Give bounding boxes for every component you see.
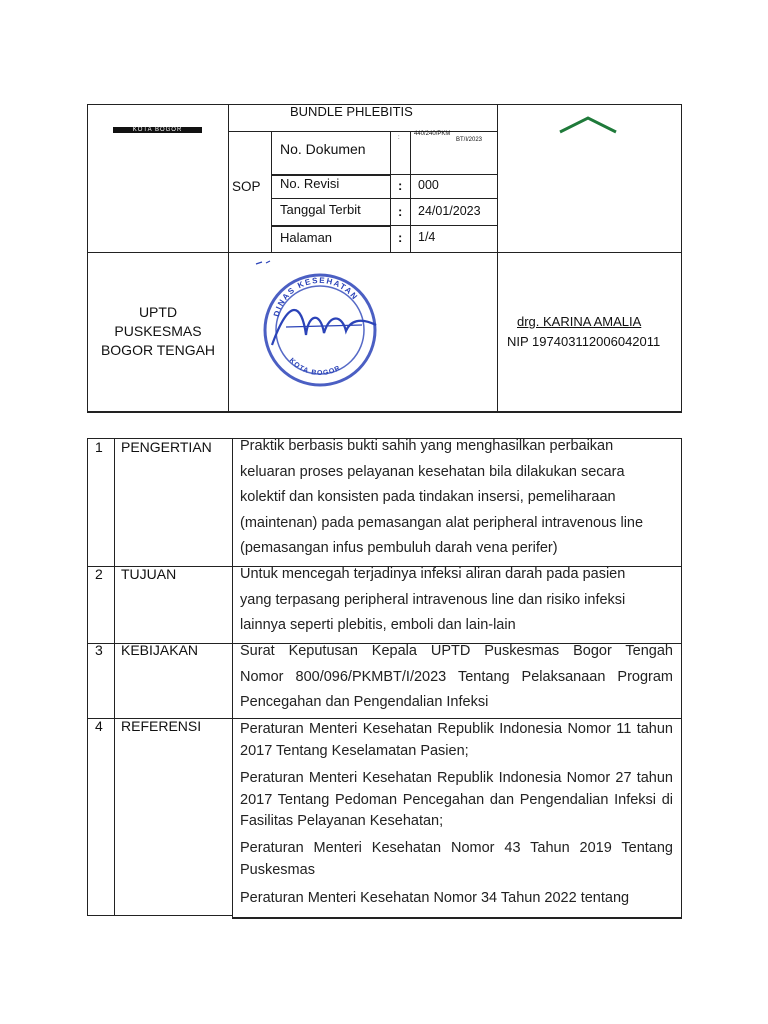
section-body xyxy=(240,434,643,562)
svg-text:KOTA BOGOR xyxy=(288,357,343,377)
tanggal-terbit-label: Tanggal Terbit xyxy=(280,202,361,217)
reference-paragraph: Peraturan Menteri Kesehatan Nomor 34 Tahun 2022 tentang xyxy=(240,890,630,906)
body-line: Pencegahan dan Pengendalian Infeksi xyxy=(240,694,489,710)
signer-nip: NIP 197403112006042011 xyxy=(507,334,661,349)
section-body xyxy=(240,562,625,639)
section-title: KEBIJAKAN xyxy=(121,642,199,658)
signature-mark-icon xyxy=(254,258,274,268)
sop-label: SOP xyxy=(232,179,261,194)
tanggal-terbit-colon: : xyxy=(398,204,403,219)
dokumen-value-line1: 440/240/PKM xyxy=(414,131,451,137)
stamp-text-bottom: KOTA BOGOR xyxy=(287,357,343,378)
body-line: lainnya seperti plebitis, emboli dan lain-lain xyxy=(240,617,516,633)
reference-paragraph: Peraturan Menteri Kesehatan Republik Indonesia Nomor 11 tahun 2017 Tentang Keselamatan Pasien; xyxy=(240,721,673,759)
section-title: PENGERTIAN xyxy=(121,439,212,455)
revisi-value: 000 xyxy=(418,178,439,192)
stamp-text-top: DINAS KESEHATAN xyxy=(271,275,360,318)
body-line: yang terpasang peripheral intravenous line dan risiko infeksi xyxy=(240,591,626,608)
halaman-value: 1/4 xyxy=(418,230,436,244)
section-number: 1 xyxy=(95,439,103,455)
body-line: Praktik berbasis bukti sahih yang menghasilkan perbaikan xyxy=(240,438,614,454)
tanggal-terbit-value: 24/01/2023 xyxy=(418,204,481,218)
org-line-1: UPTD xyxy=(138,304,178,320)
reference-paragraph: Peraturan Menteri Kesehatan Nomor 43 Tahun 2019 Tentang Puskesmas xyxy=(240,840,673,878)
revisi-colon: : xyxy=(398,178,403,193)
section-number: 2 xyxy=(95,566,103,582)
institution-logo-icon xyxy=(556,114,620,136)
halaman-colon: : xyxy=(398,230,403,245)
dokumen-value-line2: BT/I/2023 xyxy=(456,137,483,143)
section-body xyxy=(240,639,673,716)
section-title: TUJUAN xyxy=(121,566,177,582)
body-line: (pemasangan infus pembuluh darah vena perifer) xyxy=(240,540,558,556)
body-line: (maintenan) pada pemasangan alat peripheral intravenous line xyxy=(240,514,644,531)
dokumen-colon: : xyxy=(398,135,400,141)
section-title: REFERENSI xyxy=(121,718,202,734)
org-line-2: PUSKESMAS xyxy=(114,323,202,339)
body-line: Surat Keputusan Kepala UPTD Puskesmas Bogor Tengah xyxy=(240,643,673,659)
body-line: keluaran proses pelayanan kesehatan bila dilakukan secara xyxy=(240,463,625,480)
signer-name: drg. KARINA AMALIA xyxy=(517,314,642,329)
halaman-label: Halaman xyxy=(280,230,333,245)
section-number: 3 xyxy=(95,642,103,658)
dokumen-label: No. Dokumen xyxy=(280,141,366,157)
official-stamp-icon xyxy=(250,255,390,395)
body-line: kolektif dan konsisten pada tindakan insersi, pemeliharaan xyxy=(240,489,616,505)
body-line: Nomor 800/096/PKMBT/I/2023 Tentang Pelaksanaan Program xyxy=(240,668,673,685)
org-line-3: BOGOR TENGAH xyxy=(100,342,216,358)
body-line: Untuk mencegah terjadinya infeksi aliran darah pada pasien xyxy=(240,566,626,582)
reference-paragraph: Peraturan Menteri Kesehatan Republik Indonesia Nomor 27 tahun 2017 Tentang Pedoman Pencegahan dan Pengendalian Infeksi di Fasilitas Pelayanan Kesehatan; xyxy=(240,770,673,829)
city-logo: KOTA BOGOR xyxy=(113,127,202,133)
revisi-label: No. Revisi xyxy=(280,176,340,191)
section-number: 4 xyxy=(95,718,103,734)
document-title: BUNDLE PHLEBITIS xyxy=(290,104,413,119)
